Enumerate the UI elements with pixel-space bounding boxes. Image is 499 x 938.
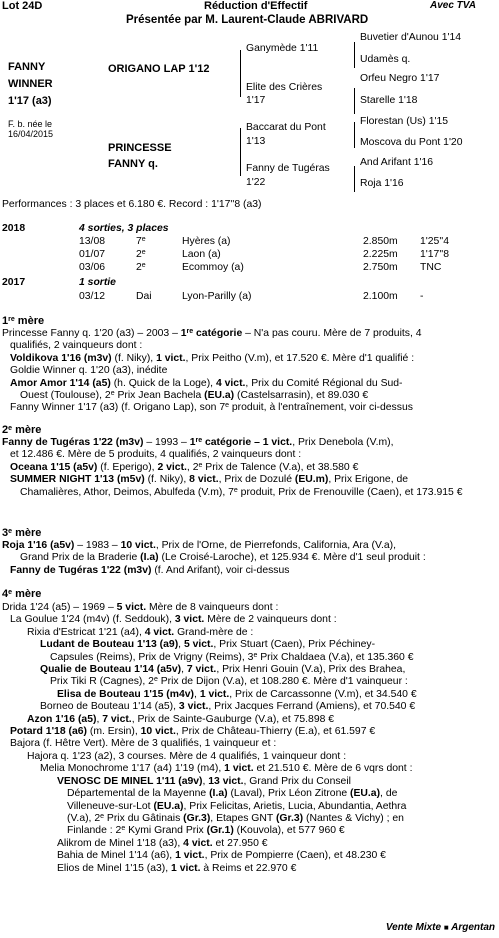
summary-2017: 1 sortie — [79, 277, 116, 288]
race-dist: 2.225m — [363, 249, 398, 260]
horse-name-2: WINNER — [8, 78, 53, 90]
race-track: Lyon-Parilly (a) — [182, 291, 252, 302]
bracket-sire — [240, 50, 241, 97]
race-time: 1'17''8 — [420, 249, 450, 260]
race-pl: 2e — [136, 262, 146, 273]
race-track: Ecommoy (a) — [182, 262, 244, 273]
great-grand-6: Moscova du Pont 1'20 — [360, 137, 463, 148]
bracket-gg-3 — [354, 122, 355, 148]
year-2018: 2018 — [2, 223, 26, 234]
section-fourth-dam: 4e mère — [2, 588, 42, 600]
race-dist: 2.750m — [363, 262, 398, 273]
race-date: 03/12 — [79, 291, 106, 302]
race-pl: 2e — [136, 249, 146, 260]
presenter: Présentée par M. Laurent-Claude ABRIVARD — [126, 14, 369, 26]
sire: ORIGANO LAP 1'12 — [108, 63, 210, 75]
summary-2018: 4 sorties, 3 places — [79, 223, 169, 234]
race-date: 01/07 — [79, 249, 106, 260]
great-grand-1: Buvetier d'Aunou 1'14 — [360, 32, 462, 43]
grandsire-2-a: Baccarat du Pont — [246, 122, 326, 133]
tax-label: Avec TVA — [430, 0, 476, 11]
footer — [386, 922, 495, 934]
third-dam-text: Roja 1'16 (a5v) – 1983 – 10 vict., Prix de l'Orne, de Pierrefonds, California, Ara (V.a), Grand Prix de la Braderie (I.a) (Le Croisé-Laroche), et 125.934 €. Mère d'1 seul produit : Fanny de Tugéras 1'22 (m3v) (f. And Arifant), voir ci-dessus — [2, 540, 426, 576]
bracket-gg-4 — [354, 166, 355, 192]
race-pl: 7e — [136, 236, 146, 247]
race-dist: 2.100m — [363, 291, 398, 302]
race-track: Hyères (a) — [182, 236, 231, 247]
bracket-gg-2 — [354, 88, 355, 114]
great-grand-4: Starelle 1'18 — [360, 95, 418, 106]
race-track: Laon (a) — [182, 249, 221, 260]
horse-record: 1'17 (a3) — [8, 95, 52, 107]
great-grand-2: Udamès q. — [360, 54, 411, 65]
grandsire-2-b: 1'13 — [246, 136, 266, 147]
great-grand-3: Orfeu Negro 1'17 — [360, 73, 440, 84]
first-dam-text: Princesse Fanny q. 1'20 (a3) – 2003 – 1re catégorie – N'a pas couru. Mère de 7 produits, 4 qualifiés, 2 vainqueurs dont : Voldikova 1'16 (m3v) (f. Niky), 1 vict., Prix Peitho (V.m), et 17.520 €. Mère d'1 qualifié : Goldie Winner q. 1'20 (a3), inédite Amor Amor 1'14 (a5) (h. Quick de la Loge), 4 vict., Prix du Comité Régional du Sud- Ouest (Toulouse), 2e Prix Jean Bachela (EU.a) (Castelsarrasin), et 89.030 € Fanny Winner 1'17 (a3) (f. Origano Lap), son 7e produit, à l'entraînement, voir ci-dessus — [2, 328, 422, 414]
section-third-dam: 3e mère — [2, 527, 42, 539]
horse-name-1: FANNY — [8, 61, 46, 73]
granddam-1-b: 1'17 — [246, 95, 266, 106]
race-dist: 2.850m — [363, 236, 398, 247]
dam-line-2: FANNY q. — [108, 158, 158, 170]
page-title: Réduction d'Effectif — [204, 0, 308, 12]
granddam-1-a: Elite des Crières — [246, 82, 323, 93]
birth-line-2: 16/04/2015 — [8, 129, 54, 139]
granddam-2-b: 1'22 — [246, 177, 266, 188]
fourth-dam-text: Drida 1'24 (a5) – 1969 – 5 vict. Mère de 8 vainqueurs dont : La Goulue 1'24 (m4v) (f. Seddouk), 3 vict. Mère de 2 vainqueurs dont : Rixia d'Estricat 1'21 (a4), 4 vict. Grand-mère de : Ludant de Bouteau 1'13 (a9), 5 vict., Prix Stuart (Caen), Prix Péchiney- Capsules (Reims), Prix de Vrigny (Reims), 3e Prix Chaldaea (V.a), et 135.360 € Qualie de Bouteau 1'14 (a5v), 7 vict., Prix Henri Gouin (V.a), Prix des Brahea, Prix Tiki R (Cagnes), 2e Prix de Dijon (V.a), et 108.280 €. Mère d'1 vainqueur : Elisa de Bouteau 1'15 (m4v), 1 vict., Prix de Carcassonne (V.m), et 34.540 € Borneo de Bouteau 1'14 (a5), 3 vict., Prix Jacques Ferrand (Amiens), et 70.540 € Azon 1'16 (a5), 7 vict., Prix de Sainte-Gauburge (V.a), et 75.898 € Potard 1'18 (a6) (m. Ersin), 10 vict., Prix de Château-Thierry (E.a), et 61.597 € Bajora (f. Hêtre Vert). Mère de 3 qualifiés, 1 vainqueur et : Hajora q. 1'23 (a2), 3 courses. Mère de 4 qualifiés, 1 vainqueur dont : Melia Monochrome 1'17 (a4) 1'19 (m4), 1 vict. et 21.510 €. Mère de 6 vqrs dont : VENOSC DE MINEL 1'11 (a9v), 13 vict., Grand Prix du Conseil Départemental de la Mayenne (I.a) (Laval), Prix Léon Zitrone (EU.a), de Villeneuve-sur-Lot (EU.a), Prix Felicitas, Arietis, Lucia, Abundantia, Aethra (V.a), 2e Prix du Gâtinais (Gr.3), Etapes GNT (Gr.3) (Nantes & Vichy) ; en Finlande : 2e Kymi Grand Prix (Gr.1) (Kouvola), et 577 960 € Alikrom de Minel 1'18 (a3), 4 vict. et 27.950 € Bahia de Minel 1'14 (a6), 1 vict., Prix de Pompierre (Caen), et 48.230 € Elios de Minel 1'15 (a3), 1 vict. à Reims et 22.970 € — [2, 602, 417, 874]
bracket-gg-1 — [354, 42, 355, 68]
lot-number: Lot 24D — [2, 0, 43, 12]
race-date: 13/08 — [79, 236, 106, 247]
race-pl: Dai — [136, 291, 152, 302]
race-time: TNC — [420, 262, 442, 273]
granddam-2-a: Fanny de Tugéras — [246, 163, 330, 174]
great-grand-7: And Arifant 1'16 — [360, 157, 434, 168]
great-grand-5: Florestan (Us) 1'15 — [360, 116, 449, 127]
section-first-dam: 1re mère — [2, 315, 45, 327]
footer-separator: ■ — [443, 923, 449, 932]
race-date: 03/06 — [79, 262, 106, 273]
footer-location: Argentan — [451, 922, 495, 933]
great-grand-8: Roja 1'16 — [360, 178, 404, 189]
dam-line-1: PRINCESSE — [108, 142, 172, 154]
section-second-dam: 2e mère — [2, 424, 42, 436]
race-time: - — [420, 291, 424, 302]
performances: Performances : 3 places et 6.180 €. Record : 1'17''8 (a3) — [2, 199, 262, 210]
birth-line-1: F. b. née le — [8, 119, 53, 129]
race-time: 1'25''4 — [420, 236, 450, 247]
bracket-dam — [240, 128, 241, 176]
year-2017: 2017 — [2, 277, 26, 288]
second-dam-text: Fanny de Tugéras 1'22 (m3v) – 1993 – 1re catégorie – 1 vict., Prix Denebola (V.m), et 12.486 €. Mère de 5 produits, 4 qualifiés, 2 vainqueurs dont : Oceana 1'15 (a5v) (f. Eperigo), 2 vict., 2e Prix de Talence (V.a), et 38.580 € SUMMER NIGHT 1'13 (m5v) (f. Niky), 8 vict., Prix de Dozulé (EU.m), Prix Erigone, de Chamalières, Athor, Deimos, Abulfeda (V.m), 7e produit, Prix de Frenouville (Caen), et 173.915 € — [2, 437, 463, 498]
grandsire-1: Ganymède 1'11 — [246, 43, 319, 54]
footer-sale-type: Vente Mixte — [385, 922, 442, 933]
